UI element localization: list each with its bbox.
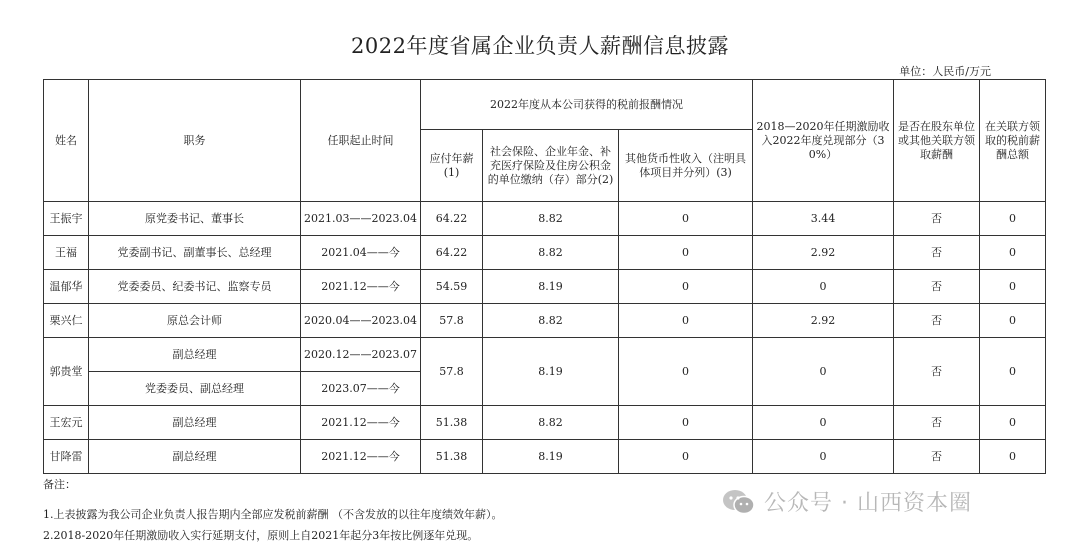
table-row: [44, 202, 1046, 236]
cell-related: 0: [980, 440, 1046, 474]
cell-name: 郭贵堂: [44, 338, 89, 406]
cell-term: 2020.12——2023.07: [301, 338, 421, 372]
cell-other: 0: [619, 202, 753, 236]
cell-salary: 57.8: [421, 304, 483, 338]
table-row: [44, 338, 1046, 372]
cell-social: 8.82: [483, 236, 619, 270]
cell-position: 党委委员、副总经理: [89, 372, 301, 406]
cell-related: 0: [980, 304, 1046, 338]
cell-shareholder: 否: [894, 338, 980, 406]
cell-term: 2023.07——今: [301, 372, 421, 406]
page-title: 2022年度省属企业负责人薪酬信息披露: [351, 34, 729, 58]
cell-incentive: 3.44: [753, 202, 894, 236]
cell-social: 8.82: [483, 304, 619, 338]
salary-table: [43, 79, 1046, 474]
cell-shareholder: 否: [894, 406, 980, 440]
unit-label: 单位：人民币/万元: [899, 65, 991, 78]
cell-position: 原党委书记、董事长: [89, 202, 301, 236]
cell-other: 0: [619, 406, 753, 440]
cell-salary: 57.8: [421, 338, 483, 406]
cell-position: 副总经理: [89, 406, 301, 440]
header-name: 姓名: [44, 80, 89, 202]
header-row: [44, 80, 1046, 130]
cell-social: 8.19: [483, 440, 619, 474]
note-item: 2.2018-2020年任期激励收入实行延期支付，原则上自2021年起分3年按比例逐年兑现。: [43, 529, 479, 542]
table-row: [44, 440, 1046, 474]
cell-incentive: 2.92: [753, 304, 894, 338]
cell-incentive: 0: [753, 338, 894, 406]
cell-other: 0: [619, 270, 753, 304]
cell-term: 2021.12——今: [301, 270, 421, 304]
cell-position: 副总经理: [89, 338, 301, 372]
cell-position: 党委委员、纪委书记、监察专员: [89, 270, 301, 304]
watermark-text: 公众号 · 山西资本圈: [764, 491, 972, 516]
cell-incentive: 0: [753, 440, 894, 474]
notes-label: 备注：: [43, 478, 76, 491]
header-incentive: 2018—2020年任期激励收入2022年度兑现部分（30%）: [753, 80, 894, 202]
cell-other: 0: [619, 236, 753, 270]
cell-social: 8.82: [483, 406, 619, 440]
cell-term: 2021.12——今: [301, 440, 421, 474]
cell-salary: 51.38: [421, 406, 483, 440]
cell-term: 2021.12——今: [301, 406, 421, 440]
cell-related: 0: [980, 270, 1046, 304]
cell-salary: 64.22: [421, 202, 483, 236]
cell-shareholder: 否: [894, 202, 980, 236]
cell-position: 党委副书记、副董事长、总经理: [89, 236, 301, 270]
header-term: 任职起止时间: [301, 80, 421, 202]
cell-salary: 51.38: [421, 440, 483, 474]
table-row: [44, 304, 1046, 338]
cell-term: 2021.04——今: [301, 236, 421, 270]
table-row: [44, 406, 1046, 440]
cell-salary: 54.59: [421, 270, 483, 304]
watermark: [722, 486, 972, 517]
cell-name: 王福: [44, 236, 89, 270]
cell-incentive: 2.92: [753, 236, 894, 270]
cell-incentive: 0: [753, 270, 894, 304]
header-shareholder: 是否在股东单位或其他关联方领取薪酬: [894, 80, 980, 202]
cell-name: 甘降雷: [44, 440, 89, 474]
cell-social: 8.19: [483, 270, 619, 304]
cell-name: 栗兴仁: [44, 304, 89, 338]
cell-shareholder: 否: [894, 440, 980, 474]
header-position: 职务: [89, 80, 301, 202]
cell-related: 0: [980, 338, 1046, 406]
cell-salary: 64.22: [421, 236, 483, 270]
table-row: [44, 270, 1046, 304]
cell-shareholder: 否: [894, 270, 980, 304]
cell-other: 0: [619, 440, 753, 474]
cell-name: 王宏元: [44, 406, 89, 440]
header-group: 2022年度从本公司获得的税前报酬情况: [421, 80, 753, 130]
cell-other: 0: [619, 304, 753, 338]
cell-shareholder: 否: [894, 236, 980, 270]
header-other: 其他货币性收入（注明具体项目并分列）(3): [619, 130, 753, 202]
note-item: 1.上表披露为我公司企业负责人报告期内全部应发税前薪酬 （不含发放的以往年度绩效年薪）。: [43, 508, 503, 521]
cell-other: 0: [619, 338, 753, 406]
cell-position: 副总经理: [89, 440, 301, 474]
cell-shareholder: 否: [894, 304, 980, 338]
header-salary: 应付年薪(1): [421, 130, 483, 202]
cell-social: 8.19: [483, 338, 619, 406]
cell-incentive: 0: [753, 406, 894, 440]
header-related: 在关联方领取的税前薪酬总额: [980, 80, 1046, 202]
cell-related: 0: [980, 202, 1046, 236]
wechat-icon: [722, 488, 756, 516]
cell-term: 2021.03——2023.04: [301, 202, 421, 236]
cell-position: 原总会计师: [89, 304, 301, 338]
cell-name: 温郁华: [44, 270, 89, 304]
cell-related: 0: [980, 406, 1046, 440]
cell-term: 2020.04——2023.04: [301, 304, 421, 338]
table-row: [44, 236, 1046, 270]
cell-related: 0: [980, 236, 1046, 270]
header-social: 社会保险、企业年金、补充医疗保险及住房公积金的单位缴纳（存）部分(2): [483, 130, 619, 202]
cell-name: 王振宇: [44, 202, 89, 236]
cell-social: 8.82: [483, 202, 619, 236]
